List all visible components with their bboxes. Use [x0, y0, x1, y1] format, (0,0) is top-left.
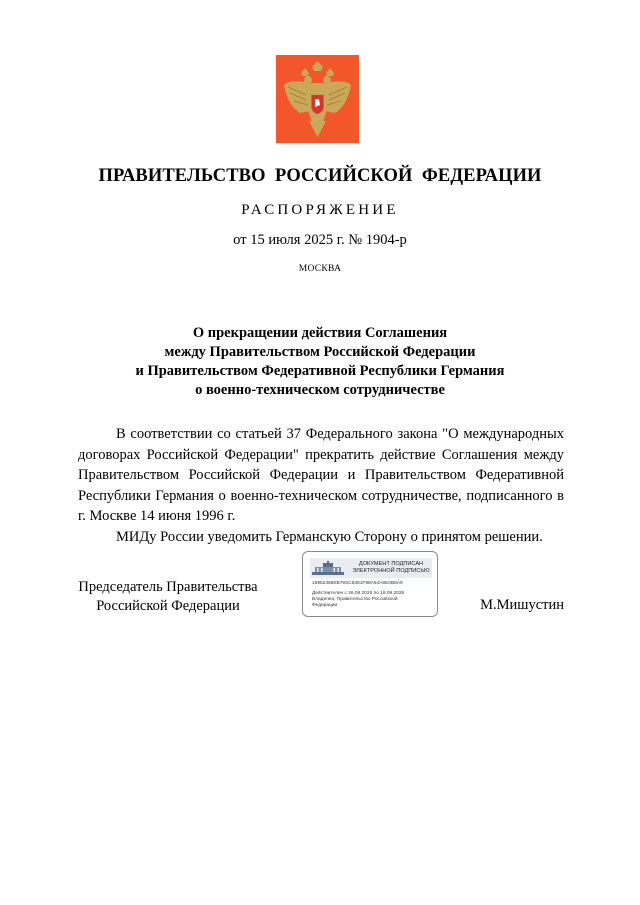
government-building-icon [312, 561, 344, 575]
document-date-number: от 15 июля 2025 г. № 1904-р [233, 232, 407, 248]
subject-line: и Правительством Федеративной Республики Германия [135, 363, 505, 379]
position-line: Российской Федерации [96, 598, 240, 614]
coat-of-arms-emblem [276, 55, 359, 143]
stamp-title [350, 561, 432, 575]
stamp-validity: Действителен с 26.06.2025 по 19.09.2026 [312, 591, 405, 596]
subject-line: о военно-техническом сотрудничестве [195, 382, 445, 398]
body-paragraph: В соответствии со статьей 37 Федерального закона "О международных договорах Российской Федерации" прекратить действие Соглашения между Правительством Российской Федерации и Правительством Федеративной Республики Германия о военно-техническом сотрудничестве, подписанного в г. Москве 14 июня 1996 г. [78, 426, 564, 524]
electronic-signature-stamp [302, 551, 438, 617]
stamp-title-line: ДОКУМЕНТ ПОДПИСАН [358, 561, 424, 567]
stamp-header [310, 558, 432, 578]
body-paragraph: МИДу России уведомить Германскую Сторону о принятом решении. [116, 528, 543, 545]
stamp-owner: Владелец: Правительство Российской [312, 597, 398, 602]
stamp-owner: Федерации [312, 602, 338, 608]
subject-line: О прекращении действия Соглашения [192, 325, 448, 341]
signatory-position [78, 578, 258, 616]
russian-coat-of-arms-icon [276, 55, 359, 143]
subject-line: между Правительством Российской Федерации [164, 344, 476, 360]
stamp-title-line: ЭЛЕКТРОННОЙ ПОДПИСЬЮ [352, 568, 430, 574]
government-title: ПРАВИТЕЛЬСТВО РОССИЙСКОЙ ФЕДЕРАЦИИ [98, 166, 542, 186]
signatory-name: М.Мишустин [480, 597, 564, 613]
stamp-certificate: 16962468EB79SC5451F98A54A8E0B8A9 [312, 581, 403, 586]
position-line: Председатель Правительства [78, 579, 258, 595]
document-city: МОСКВА [298, 264, 342, 274]
document-subject [0, 324, 640, 400]
document-body [78, 424, 564, 547]
document-type: РАСПОРЯЖЕНИЕ [241, 202, 399, 218]
